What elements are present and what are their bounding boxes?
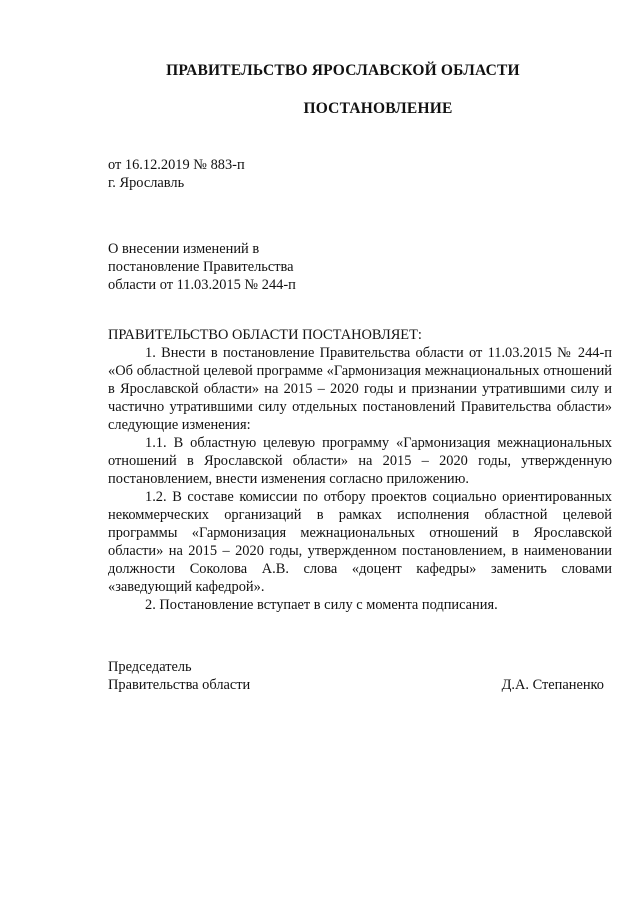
signatory-title-line2: Правительства области: [108, 677, 251, 693]
document-type: ПОСТАНОВЛЕНИЕ: [303, 100, 453, 117]
document-meta: [108, 156, 245, 192]
signature-block: [108, 658, 604, 694]
paragraph-2: 2. Постановление вступает в силу с момента подписания.: [145, 597, 498, 613]
decree-intro: ПРАВИТЕЛЬСТВО ОБЛАСТИ ПОСТАНОВЛЯЕТ:: [108, 327, 422, 343]
subject-line: области от 11.03.2015 № 244-п: [108, 277, 296, 293]
city: г. Ярославль: [108, 175, 185, 191]
subject-line: постановление Правительства: [108, 259, 294, 275]
signatory-title-line1: Председатель: [108, 659, 192, 675]
subject-line: О внесении изменений в: [108, 241, 260, 257]
signature-row: [108, 676, 604, 694]
date-number: от 16.12.2019 № 883-п: [108, 157, 245, 173]
document-subject: [108, 240, 296, 294]
paragraph-1-1: 1.1. В областную целевую программу «Гармонизация межнациональных отношений в Ярославской области» на 2015 – 2020 годы, утвержденную постановлением, внести изменения согласно приложению.: [108, 435, 612, 487]
paragraph-1: 1. Внести в постановление Правительства области от 11.03.2015 № 244-п «Об областной целевой программе «Гармонизация межнациональных отношений в Ярославской области» на 2015 – 2020 годы и признании утратившими силу и частично утратившими силу отдельных постановлений Правительства области» следующие изменения:: [108, 345, 612, 433]
government-title: ПРАВИТЕЛЬСТВО ЯРОСЛАВСКОЙ ОБЛАСТИ: [166, 62, 520, 79]
paragraph-1-2: 1.2. В составе комиссии по отбору проектов социально ориентированных некоммерческих организаций в рамках исполнения областной целевой программы «Гармонизация межнациональных отношений в Ярославской области» на 2015 – 2020 годы, утвержденном постановлением, в наименовании должности Соколова А.В. слова «доцент кафедры» заменить словами «заведующий кафедрой».: [108, 489, 612, 595]
signatory-name: Д.А. Степаненко: [501, 677, 604, 693]
document-body: [108, 326, 612, 614]
